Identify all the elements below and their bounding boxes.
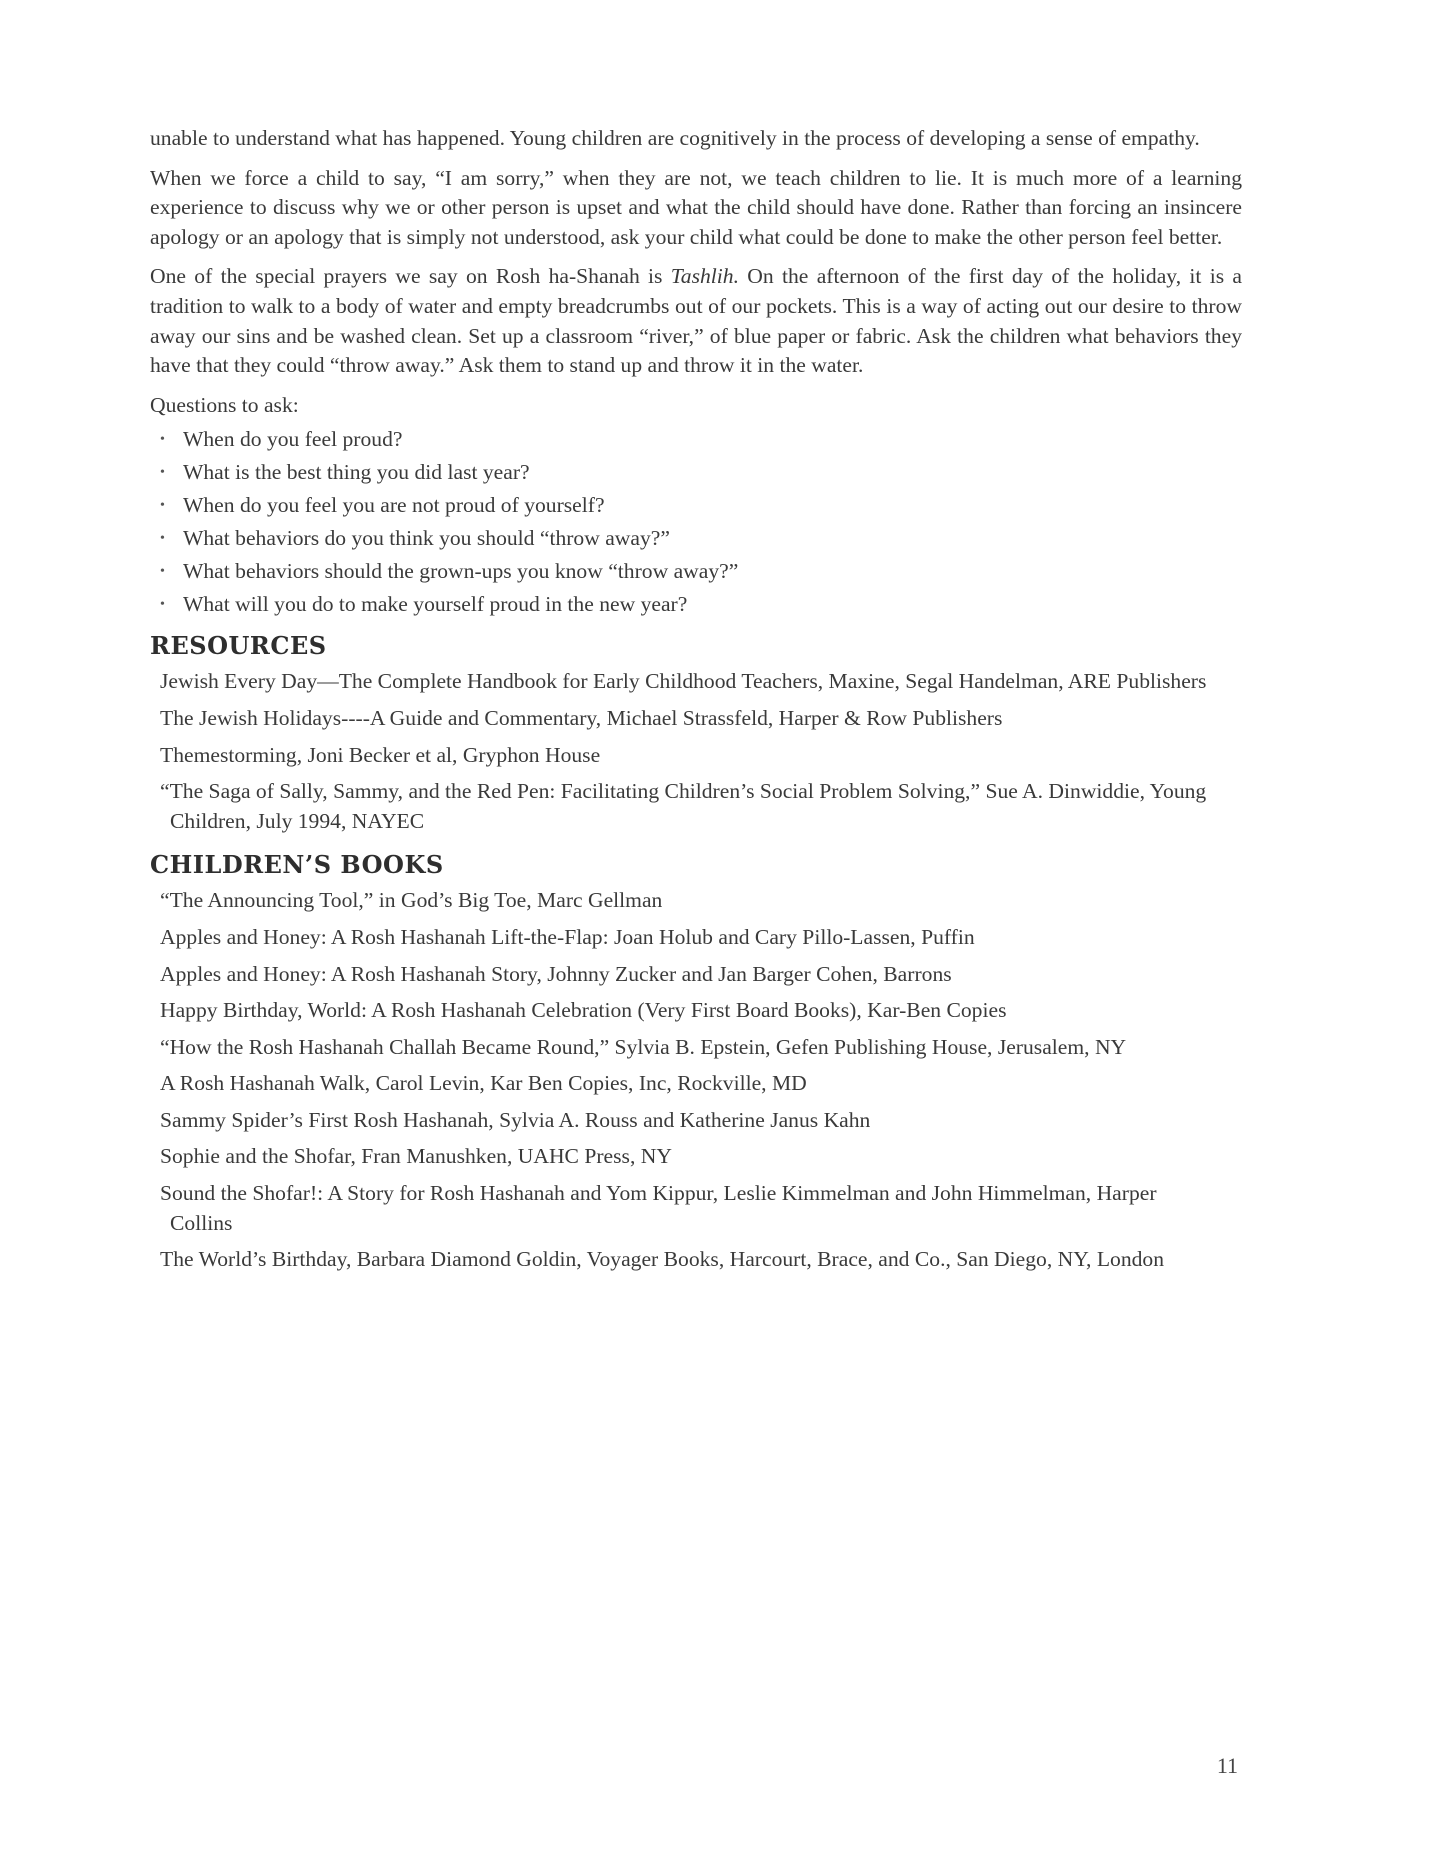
book-item: Sound the Shofar!: A Story for Rosh Hashanah and Yom Kippur, Leslie Kimmelman and John Himmelman, Harper Collins xyxy=(160,1181,1157,1235)
bullet-icon: • xyxy=(160,465,165,481)
paragraph-tashlih-body: On the afternoon of the first day of the holiday, it is a tradition to walk to a body of water and empty breadcrumbs out of our pockets. This is a way of acting out our desire to throw away our sins and be washed clean. Set up a classroom “river,” of blue paper or fabric. Ask the children what behaviors they have that they could “throw away.” Ask them to stand up and throw it in the water. xyxy=(150,264,1243,378)
paragraph-apology: When we force a child to say, “I am sorry,” when they are not, we teach children to lie. It is much more of a learning experience to discuss why we or other person is upset and what the child should have done. Rather than forcing an insincere apology or an apology that is simply not understood, ask your child what could be done to make the other person feel better. xyxy=(150,165,1242,249)
paragraph-empathy: unable to understand what has happened. Young children are cognitively in the process of developing a sense of empathy. xyxy=(150,126,1200,150)
book-item: Sophie and the Shofar, Fran Manushken, UAHC Press, NY xyxy=(160,1144,672,1169)
question-text: When do you feel you are not proud of yourself? xyxy=(183,493,605,518)
bullet-icon: • xyxy=(160,597,165,613)
resource-item: Themestorming, Joni Becker et al, Gryphon House xyxy=(160,742,601,767)
question-text: What behaviors should the grown-ups you know “throw away?” xyxy=(183,559,739,584)
resources-list xyxy=(150,667,1242,836)
tashlih-term: Tashlih. xyxy=(670,264,739,289)
question-item xyxy=(160,588,1242,621)
questions-list xyxy=(150,423,1242,621)
resources-heading: RESOURCES xyxy=(150,631,327,661)
book-item: Apples and Honey: A Rosh Hashanah Story, Johnny Zucker and Jan Barger Cohen, Barrons xyxy=(160,961,952,986)
resource-item: The Jewish Holidays----A Guide and Commentary, Michael Strassfeld, Harper & Row Publishers xyxy=(160,705,1003,730)
bullet-icon: • xyxy=(160,564,165,580)
resource-item: Jewish Every Day—The Complete Handbook for Early Childhood Teachers, Maxine, Segal Handelman, ARE Publishers xyxy=(160,669,1207,694)
page-number: 11 xyxy=(1216,1753,1238,1778)
bullet-icon: • xyxy=(160,432,165,448)
question-text: What is the best thing you did last year? xyxy=(183,460,530,485)
paragraph-tashlih xyxy=(150,262,1242,380)
question-item xyxy=(160,522,1242,555)
book-item: A Rosh Hashanah Walk, Carol Levin, Kar Ben Copies, Inc, Rockville, MD xyxy=(160,1071,807,1096)
book-item: “How the Rosh Hashanah Challah Became Round,” Sylvia B. Epstein, Gefen Publishing House, Jerusalem, NY xyxy=(160,1034,1127,1059)
childrens-books-list xyxy=(150,886,1242,1275)
question-item xyxy=(160,423,1242,456)
question-text: What will you do to make yourself proud in the new year? xyxy=(183,592,688,617)
bullet-icon: • xyxy=(160,498,165,514)
question-item xyxy=(160,555,1242,588)
questions-label: Questions to ask: xyxy=(150,392,299,417)
question-item xyxy=(160,489,1242,522)
resource-item: “The Saga of Sally, Sammy, and the Red Pen: Facilitating Children’s Social Problem Solving,” Sue A. Dinwiddie, Young Children, July 1994, NAYEC xyxy=(160,779,1207,833)
book-item: Sammy Spider’s First Rosh Hashanah, Sylvia A. Rouss and Katherine Janus Kahn xyxy=(160,1107,871,1132)
book-item: The World’s Birthday, Barbara Diamond Goldin, Voyager Books, Harcourt, Brace, and Co., San Diego, NY, London xyxy=(160,1247,1165,1272)
question-text: What behaviors do you think you should “throw away?” xyxy=(183,526,670,551)
book-item: “The Announcing Tool,” in God’s Big Toe, Marc Gellman xyxy=(160,888,663,913)
question-text: When do you feel proud? xyxy=(183,427,403,452)
bullet-icon: • xyxy=(160,531,165,547)
childrens-books-heading: CHILDREN’S BOOKS xyxy=(150,850,444,880)
paragraph-tashlih-intro: One of the special prayers we say on Rosh ha-Shanah is xyxy=(150,264,671,289)
question-item xyxy=(160,456,1242,489)
book-item: Happy Birthday, World: A Rosh Hashanah Celebration (Very First Board Books), Kar-Ben Copies xyxy=(160,998,1007,1023)
book-item: Apples and Honey: A Rosh Hashanah Lift-the-Flap: Joan Holub and Cary Pillo-Lassen, Puffin xyxy=(160,924,975,949)
page-content xyxy=(150,124,1242,1282)
